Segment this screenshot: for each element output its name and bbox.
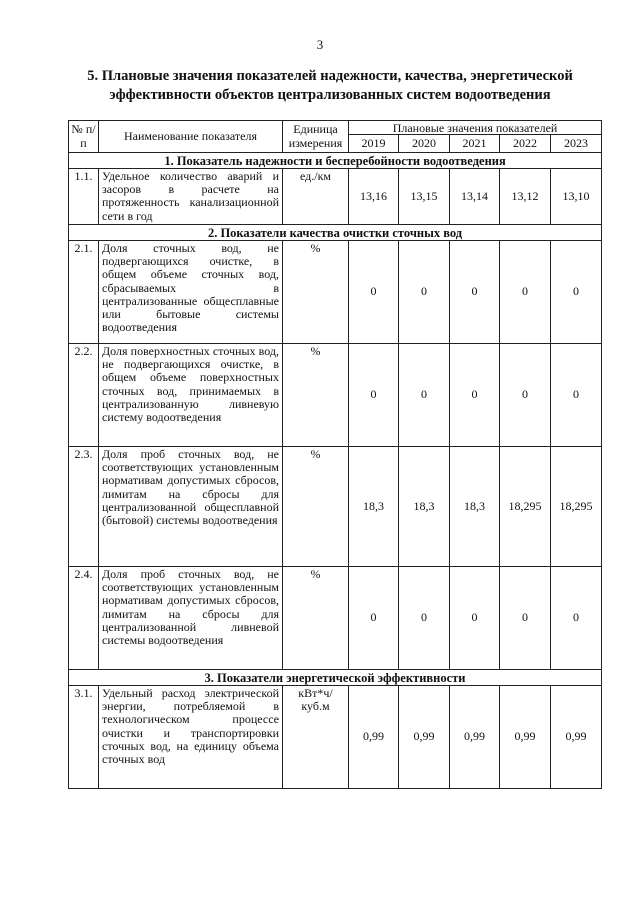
value-cell: 0: [399, 344, 450, 447]
value-cell: 0,99: [349, 686, 399, 789]
value-cell: 0: [551, 567, 602, 670]
row-number: 2.4.: [69, 567, 99, 670]
unit-cell: ед./км: [283, 169, 349, 225]
indicators-table: [68, 120, 602, 789]
value-cell: 18,3: [399, 447, 450, 567]
section-title: 1. Показатель надежности и бесперебойности водоотведения: [69, 153, 602, 169]
unit-cell: %: [283, 344, 349, 447]
row-number: 3.1.: [69, 686, 99, 789]
value-cell: 0: [349, 567, 399, 670]
header-planned-values: Плановые значения показателей: [349, 121, 602, 135]
value-cell: 13,14: [450, 169, 500, 225]
indicator-name: Доля поверхностных сточных вод, не подвергающихся очистке, в общем объеме поверхностных сточных вод, принимаемых в централизованную ливневую систему водоотведения: [99, 344, 283, 447]
value-cell: 0: [551, 344, 602, 447]
value-cell: 0: [349, 344, 399, 447]
table-row: [69, 686, 602, 789]
table-row: [69, 567, 602, 670]
table-row: [69, 169, 602, 225]
section-title: 2. Показатели качества очистки сточных вод: [69, 225, 602, 241]
row-number: 2.1.: [69, 241, 99, 344]
value-cell: 13,16: [349, 169, 399, 225]
page-number: 3: [316, 37, 324, 52]
unit-cell: кВт*ч/ куб.м: [283, 686, 349, 789]
value-cell: 0: [450, 344, 500, 447]
header-num: № п/п: [69, 121, 99, 153]
value-cell: 18,295: [551, 447, 602, 567]
table-row: [69, 344, 602, 447]
indicator-name: Удельный расход электрической энергии, потребляемой в технологическом процессе очистки и транспортировки сточных вод, на единицу объема сточных вод: [99, 686, 283, 789]
indicator-name: Доля сточных вод, не подвергающихся очистке, в общем объеме сточных вод, сбрасываемых в централизованные общесплавные или бытовые системы водоотведения: [99, 241, 283, 344]
value-cell: 0: [450, 241, 500, 344]
header-year: 2020: [399, 135, 450, 153]
indicator-name: Доля проб сточных вод, не соответствующих установленным нормативам допустимых сбросов, лимитам на сбросы для централизованной ливневой системы водоотведения: [99, 567, 283, 670]
value-cell: 0,99: [500, 686, 551, 789]
value-cell: 13,10: [551, 169, 602, 225]
value-cell: 0: [500, 344, 551, 447]
value-cell: 13,12: [500, 169, 551, 225]
indicator-name: Доля проб сточных вод, не соответствующих установленным нормативам допустимых сбросов, лимитам на сбросы для централизованной общесплавной (бытовой) системы водоотведения: [99, 447, 283, 567]
row-number: 1.1.: [69, 169, 99, 225]
value-cell: 0: [551, 241, 602, 344]
value-cell: 0,99: [399, 686, 450, 789]
table-row: [69, 447, 602, 567]
indicator-name: Удельное количество аварий и засоров в расчете на протяженность канализационной сети в год: [99, 169, 283, 225]
table-row: [69, 241, 602, 344]
value-cell: 0: [500, 241, 551, 344]
value-cell: 0: [399, 241, 450, 344]
header-year: 2022: [500, 135, 551, 153]
value-cell: 0,99: [450, 686, 500, 789]
value-cell: 13,15: [399, 169, 450, 225]
row-number: 2.3.: [69, 447, 99, 567]
unit-cell: %: [283, 567, 349, 670]
value-cell: 0: [349, 241, 399, 344]
value-cell: 0,99: [551, 686, 602, 789]
row-number: 2.2.: [69, 344, 99, 447]
header-year: 2023: [551, 135, 602, 153]
value-cell: 18,3: [450, 447, 500, 567]
unit-cell: %: [283, 241, 349, 344]
value-cell: 0: [500, 567, 551, 670]
section-title: 3. Показатели энергетической эффективности: [69, 670, 602, 686]
value-cell: 0: [450, 567, 500, 670]
header-year: 2021: [450, 135, 500, 153]
page-title: 5. Плановые значения показателей надежности, качества, энергетической эффективности объектов централизованных систем водоотведения: [87, 68, 573, 103]
header-year: 2019: [349, 135, 399, 153]
value-cell: 0: [399, 567, 450, 670]
header-name: Наименование показателя: [99, 121, 283, 153]
unit-cell: %: [283, 447, 349, 567]
value-cell: 18,295: [500, 447, 551, 567]
value-cell: 18,3: [349, 447, 399, 567]
header-unit: Единица измерения: [283, 121, 349, 153]
